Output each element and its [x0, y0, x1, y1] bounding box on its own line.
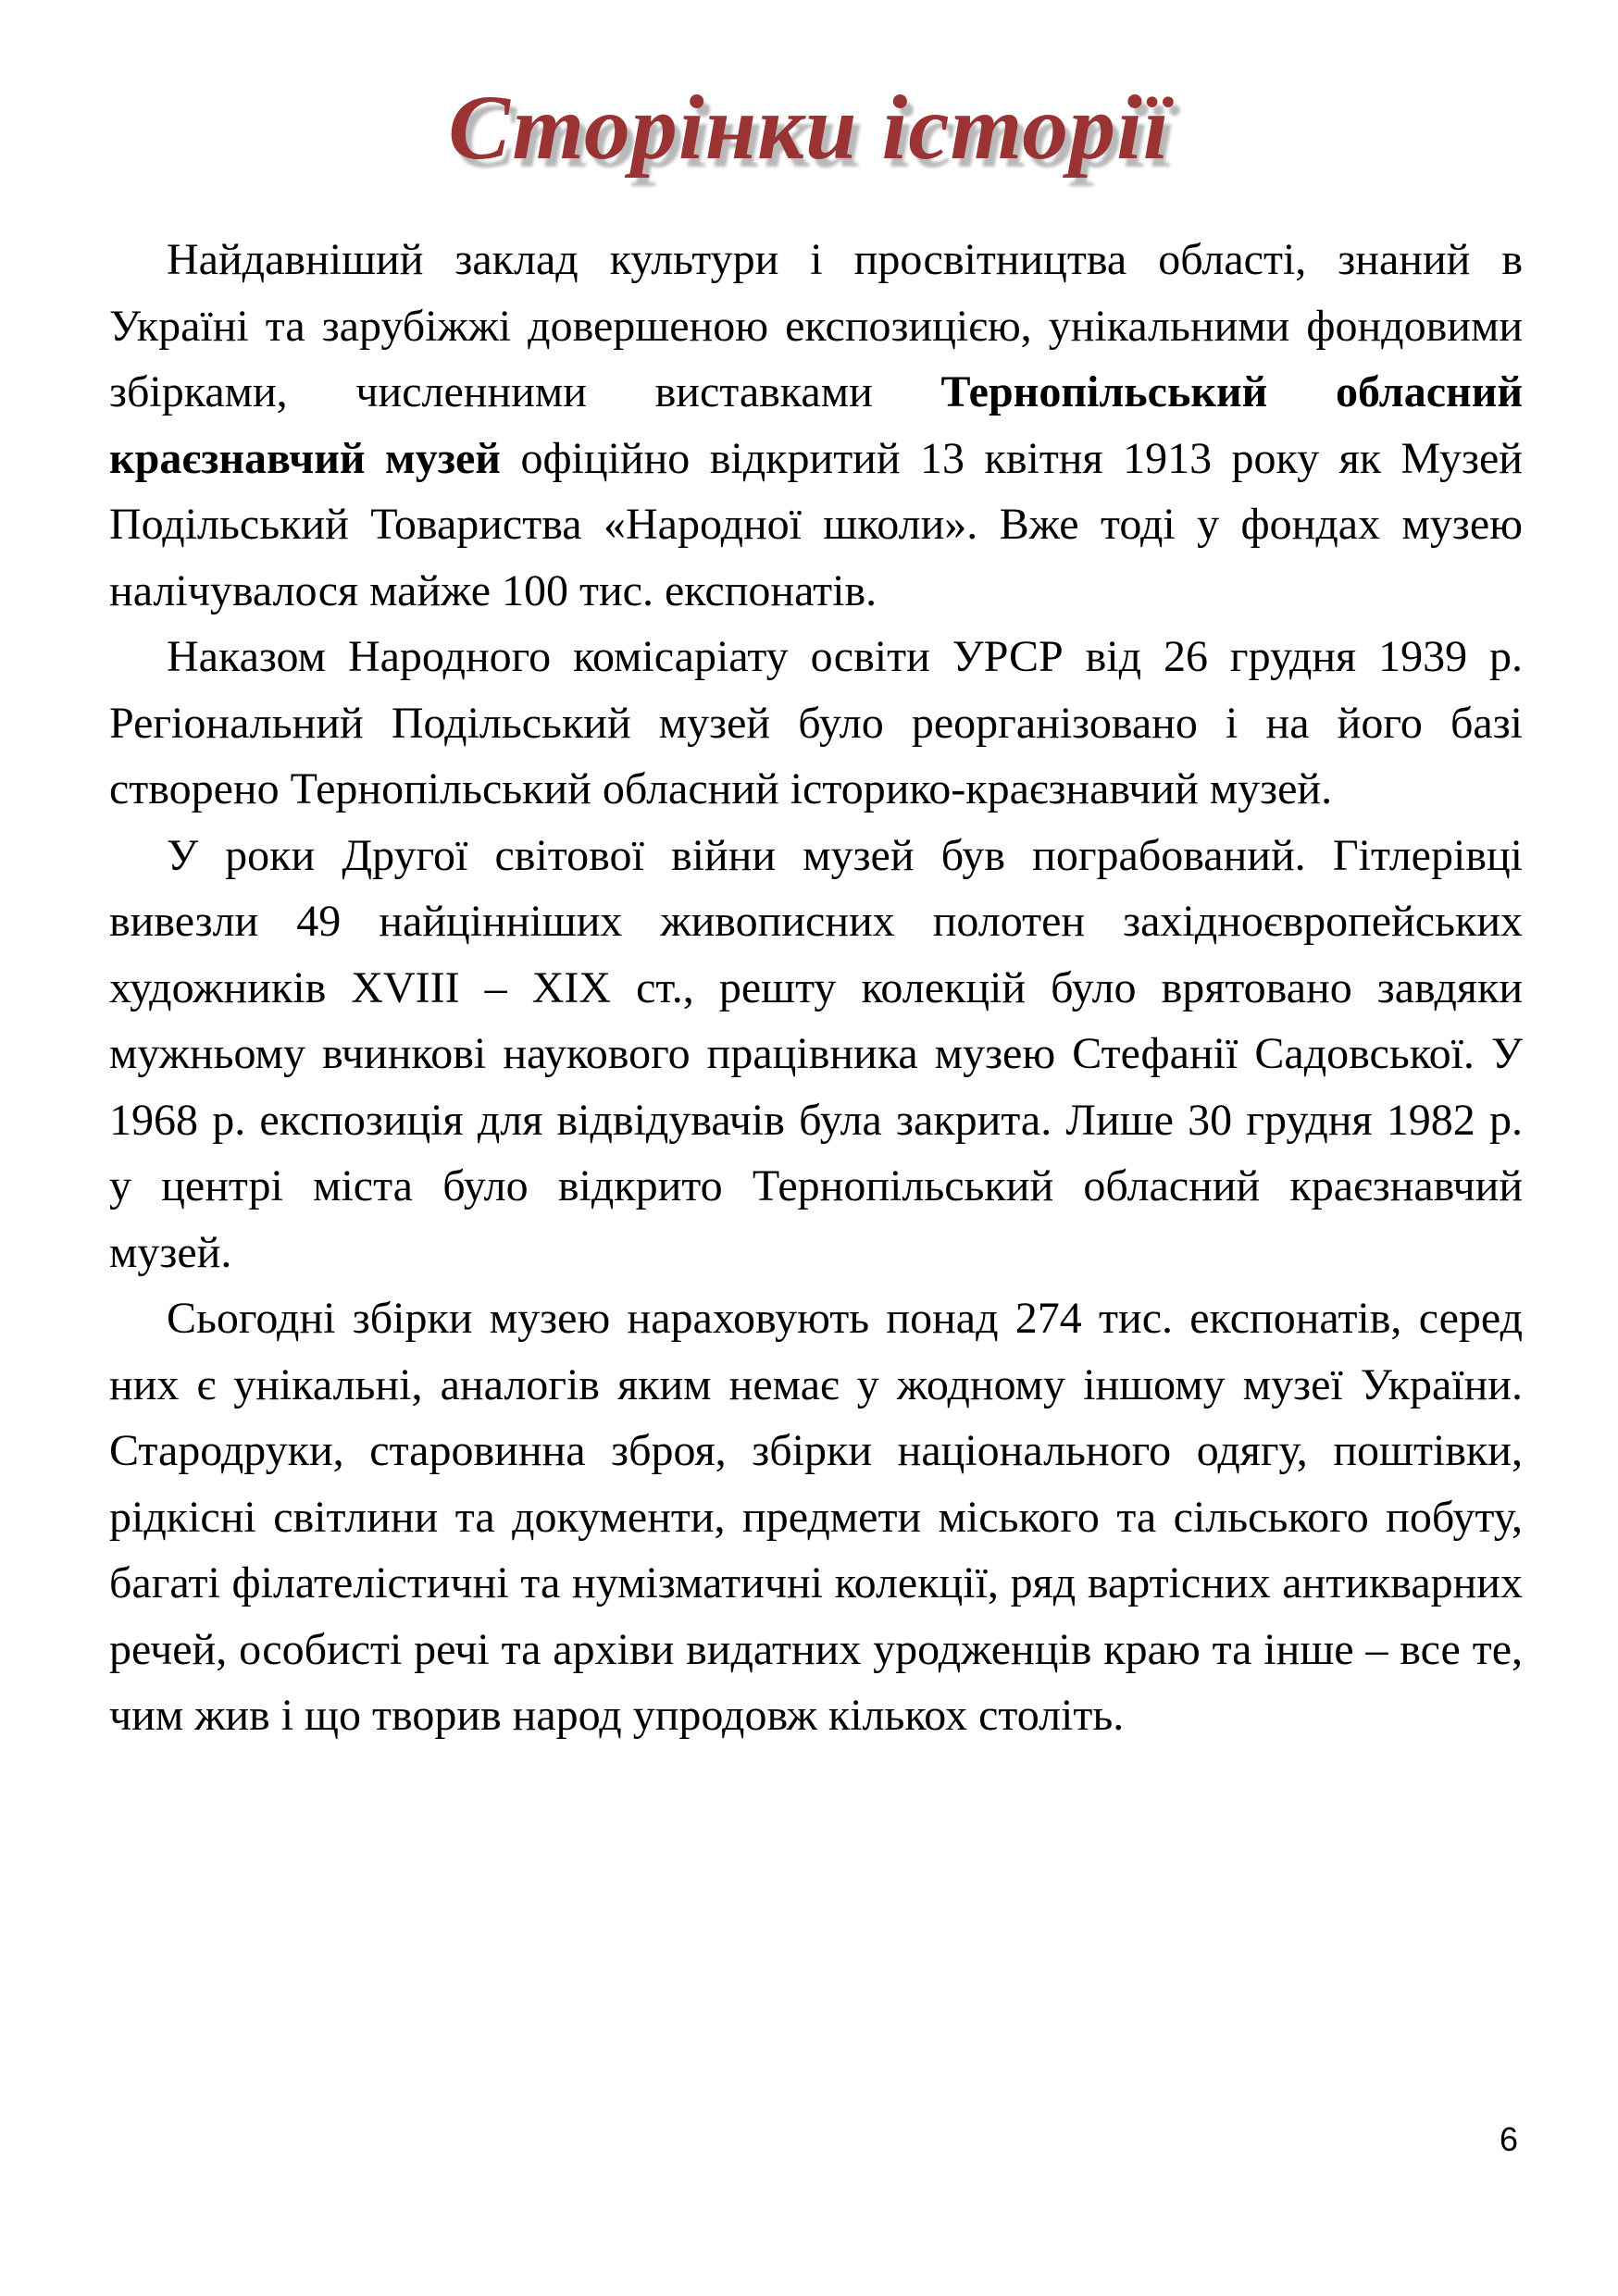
- paragraph-text: Найдавніший заклад культури і просвітництва області, знаний в Україні та зарубіжжі довершеною експозицією, унікальними фондовими збірками, численними виставками: [109, 235, 1523, 416]
- page-title: Сторінки історії: [448, 76, 1170, 179]
- page-number: 6: [1499, 2120, 1518, 2158]
- article-body: [109, 227, 1523, 1749]
- museum-name-bold: Тернопільський обласний краєзнавчий музей: [109, 367, 1524, 483]
- paragraph-reorganization: Наказом Народного комісаріату освіти УРСР від 26 грудня 1939 р. Регіональний Подільський музей було реорганізовано і на його базі створено Тернопільський обласний історико-краєзнавчий музей.: [109, 632, 1523, 813]
- paragraph-text: офіційно відкритий 13 квітня 1913 року як Музей Подільський Товариства «Народної школи». Вже тоді у фондах музею налічувалося майже 100 тис. експонатів.: [109, 433, 1523, 615]
- paragraph-war-years: У роки Другої світової війни музей був пограбований. Гітлерівці вивезли 49 найцінніших живописних полотен західноєвропейських художників XVIII – XIX ст., решту колекцій було врятовано завдяки мужньому вчинкові наукового працівника музею Стефанії Садовської. У 1968 р. експозиція для відвідувачів була закрита. Лише 30 грудня 1982 р. у центрі міста було відкрито Тернопільський обласний краєзнавчий музей.: [109, 830, 1523, 1277]
- paragraph-collections: Сьогодні збірки музею нараховують понад 274 тис. експонатів, серед них є унікальні, аналогів яким немає у жодному іншому музеї України. Стародруки, старовинна зброя, збірки національного одягу, поштівки, рідкісні світлини та документи, предмети міського та сільського побуту, багаті філателістичні та нумізматичні колекції, ряд вартісних антикварних речей, особисті речі та архіви видатних уродженців краю та інше – все те, чим жив і що творив народ упродовж кількох століть.: [109, 1294, 1523, 1740]
- paragraph-museum-founding: [109, 227, 1523, 624]
